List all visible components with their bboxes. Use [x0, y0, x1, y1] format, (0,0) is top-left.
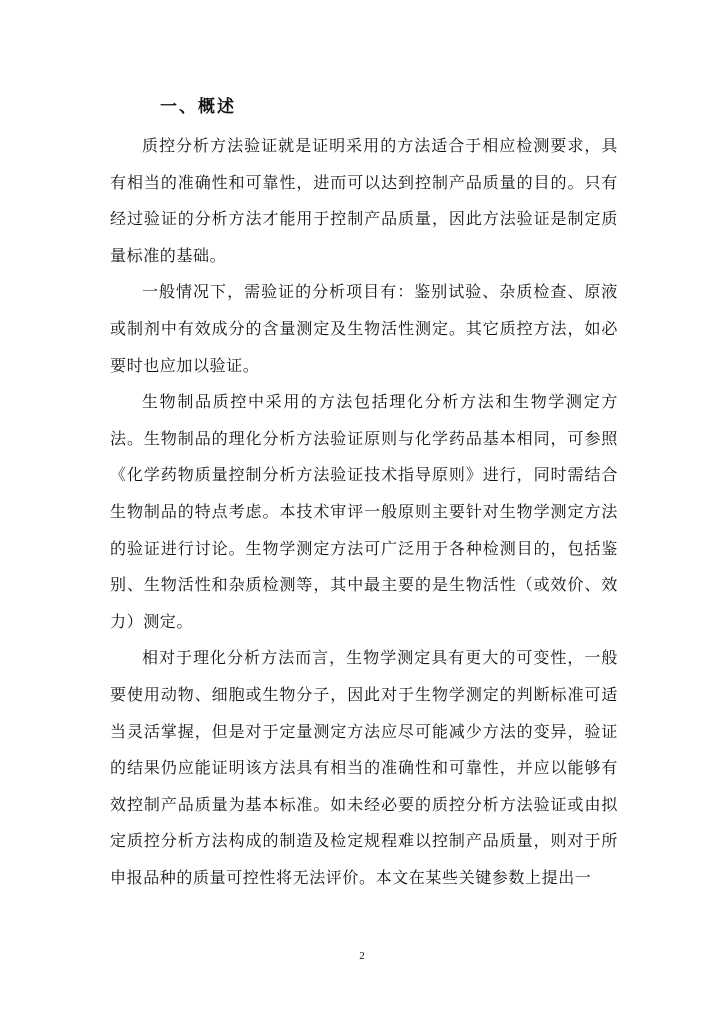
- paragraph-biological-methods: 生物制品质控中采用的方法包括理化分析方法和生物学测定方法。生物制品的理化分析方法验证原则与化学药品基本相同，可参照《化学药物质量控制分析方法验证技术指导原则》进行，同时需结合生物制品的特点考虑。本技术审评一般原则主要针对生物学测定方法的验证进行讨论。生物学测定方法可广泛用于各种检测目的，包括鉴别、生物活性和杂质检测等，其中最主要的是生物活性（或效价、效力）测定。: [110, 392, 618, 631]
- paragraph-overview: 质控分析方法验证就是证明采用的方法适合于相应检测要求，具有相当的准确性和可靠性，进而可以达到控制产品质量的目的。只有经过验证的分析方法才能用于控制产品质量，因此方法验证是制定质量标准的基础。: [110, 136, 618, 265]
- paragraph-variability: 相对于理化分析方法而言，生物学测定具有更大的可变性，一般要使用动物、细胞或生物分子，因此对于生物学测定的判断标准可适当灵活掌握，但是对于定量测定方法应尽可能减少方法的变异，验证的结果仍应能证明该方法具有相当的准确性和可靠性，并应以能够有效控制产品质量为基本标准。如未经必要的质控分析方法验证或由拟定质控分析方法构成的制造及检定规程难以控制产品质量，则对于所申报品种的质量可控性将无法评价。本文在某些关键参数上提出一: [110, 648, 618, 887]
- body-text: [110, 128, 618, 896]
- paragraph-validation-items: 一般情况下，需验证的分析项目有：鉴别试验、杂质检查、原液或制剂中有效成分的含量测定及生物活性测定。其它质控方法，如必要时也应加以验证。: [110, 282, 618, 375]
- page-number: 2: [359, 950, 365, 962]
- section-heading: 一、概述: [160, 97, 236, 117]
